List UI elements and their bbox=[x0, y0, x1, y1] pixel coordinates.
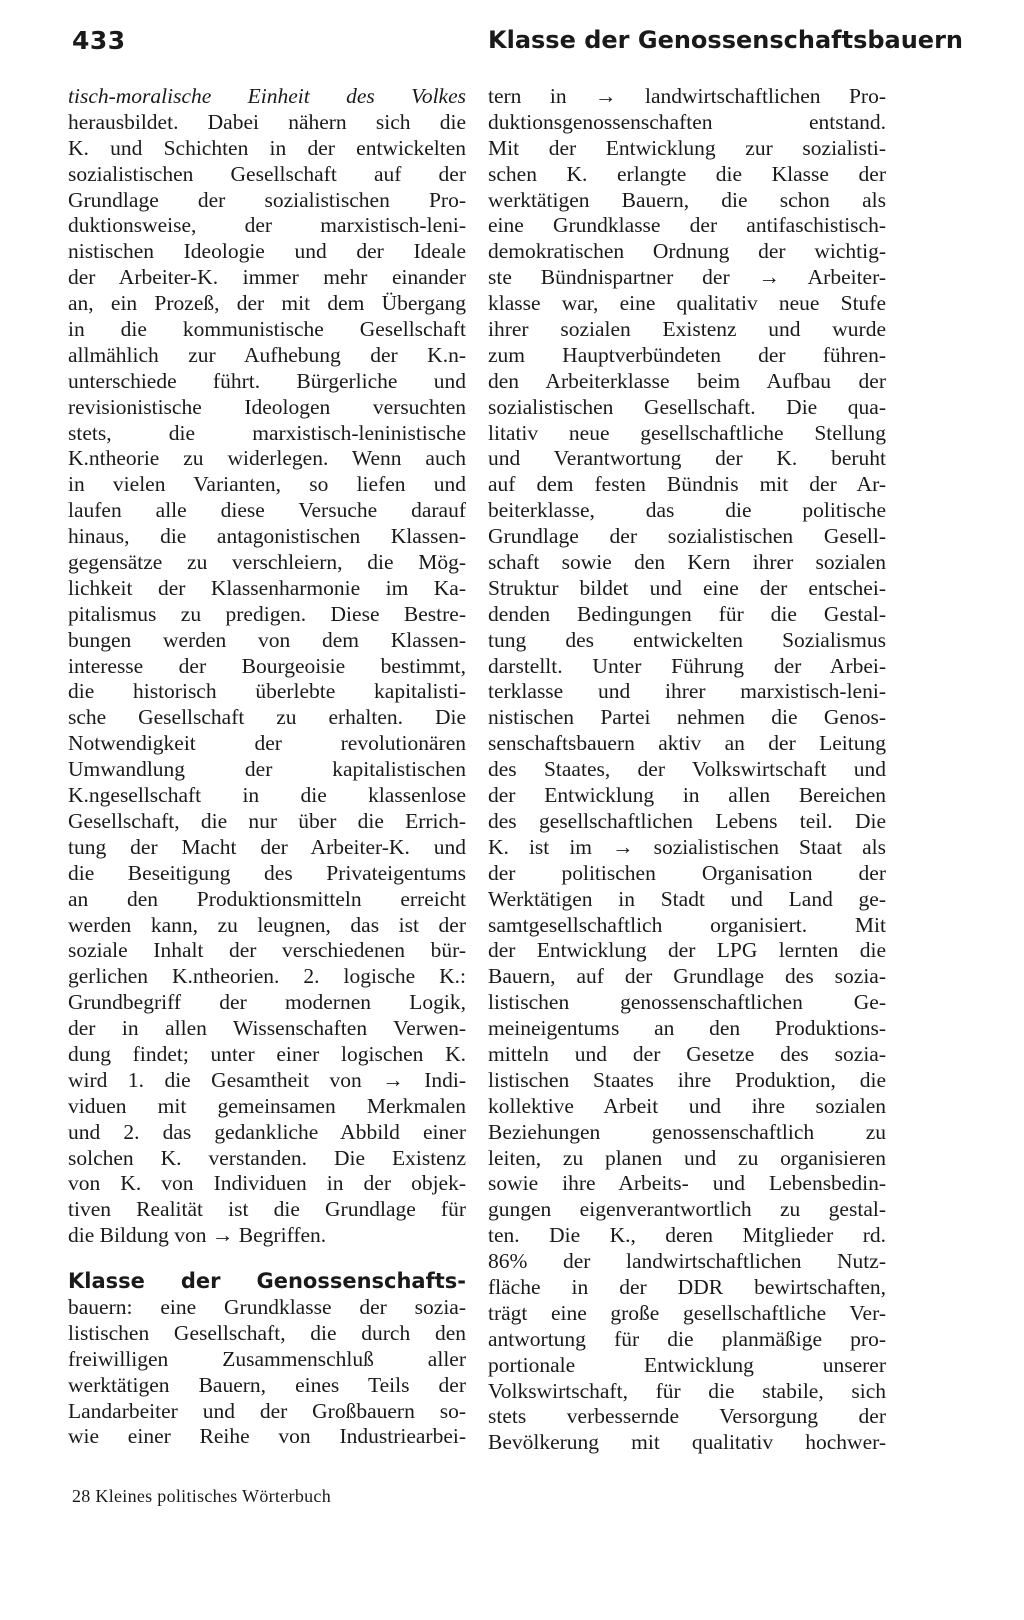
text-line: Grundlage der sozialistischen Gesell- bbox=[488, 524, 886, 549]
text-line: listischen Staates ihre Produktion, die bbox=[488, 1067, 886, 1092]
text-line: duktionsgenossenschaften entstand. bbox=[488, 109, 886, 134]
text-line: unterschiede führt. Bürgerliche und bbox=[68, 368, 466, 393]
text-line: die Bildung von → Begriffen. bbox=[68, 1223, 327, 1248]
text-line: sche Gesellschaft zu erhalten. Die bbox=[68, 705, 466, 730]
text-line: Werktätigen in Stadt und Land ge- bbox=[488, 886, 886, 911]
text-line: K.ntheorie zu widerlegen. Wenn auch bbox=[68, 446, 466, 471]
text-line: der in allen Wissenschaften Verwen- bbox=[68, 1016, 466, 1041]
text-line: samtgesellschaftlich organisiert. Mit bbox=[488, 912, 886, 937]
text-line: mitteln und der Gesetze des sozia- bbox=[488, 1041, 886, 1066]
text-line: schen K. erlangte die Klasse der bbox=[488, 161, 886, 186]
text-line: senschaftsbauern aktiv an der Leitung bbox=[488, 731, 886, 756]
left-column bbox=[68, 84, 466, 1450]
text-line: wird 1. die Gesamtheit von → Indi- bbox=[68, 1067, 466, 1092]
text-line: beiterklasse, das die politische bbox=[488, 498, 886, 523]
text-line: 86% der landwirtschaftlichen Nutz- bbox=[488, 1249, 886, 1274]
text-line: Umwandlung der kapitalistischen bbox=[68, 757, 466, 782]
text-line: auf dem festen Bündnis mit der Ar- bbox=[488, 472, 886, 497]
text-line: stets verbessernde Versorgung der bbox=[488, 1404, 886, 1429]
text-line: die Beseitigung des Privateigentums bbox=[68, 860, 466, 885]
text-line: fläche in der DDR bewirtschaften, bbox=[488, 1274, 886, 1299]
text-line: viduen mit gemeinsamen Merkmalen bbox=[68, 1093, 466, 1118]
text-line: Grundbegriff der modernen Logik, bbox=[68, 990, 466, 1015]
text-line: darstellt. Unter Führung der Arbei- bbox=[488, 653, 886, 678]
text-line: Notwendigkeit der revolutionären bbox=[68, 731, 466, 756]
text-line: Bevölkerung mit qualitativ hochwer- bbox=[488, 1430, 886, 1455]
text-line: terklasse und ihrer marxistisch-leni- bbox=[488, 679, 886, 704]
text-line: ste Bündnispartner der → Arbeiter- bbox=[488, 265, 886, 290]
text-line: gegensätze zu verschleiern, die Mög- bbox=[68, 550, 466, 575]
text-line: tisch-moralische Einheit des Volkes bbox=[68, 84, 466, 108]
text-line: Struktur bildet und eine der entschei- bbox=[488, 575, 886, 600]
running-title: Klasse der Genossenschaftsbauern bbox=[488, 26, 964, 54]
text-line: von K. von Individuen in der objek- bbox=[68, 1171, 466, 1196]
text-line: Grundlage der sozialistischen Pro- bbox=[68, 187, 466, 212]
text-line: kollektive Arbeit und ihre sozialen bbox=[488, 1093, 886, 1118]
text-line: klasse war, eine qualitativ neue Stufe bbox=[488, 291, 886, 316]
text-line: ten. Die K., deren Mitglieder rd. bbox=[488, 1223, 886, 1248]
text-line: schaft sowie den Kern ihrer sozialen bbox=[488, 550, 886, 575]
text-line: tiven Realität ist die Grundlage für bbox=[68, 1197, 466, 1222]
text-line: bauern: eine Grundklasse der sozia- bbox=[68, 1294, 466, 1319]
text-line: meineigentums an den Produktions- bbox=[488, 1016, 886, 1041]
footer-signature: 28 Kleines politisches Wörterbuch bbox=[72, 1486, 332, 1506]
entry-heading: Klasse der Genossenschafts- bbox=[68, 1269, 466, 1294]
text-line: interesse der Bourgeoisie bestimmt, bbox=[68, 653, 466, 678]
text-line: K. ist im → sozialistischen Staat als bbox=[488, 834, 886, 859]
text-line: sozialistischen Gesellschaft auf der bbox=[68, 161, 466, 186]
text-line: lichkeit der Klassenharmonie im Ka- bbox=[68, 575, 466, 600]
text-line: sozialistischen Gesellschaft. Die qua- bbox=[488, 394, 886, 419]
text-line: ihrer sozialen Existenz und wurde bbox=[488, 317, 886, 342]
text-line: duktionsweise, der marxistisch-leni- bbox=[68, 213, 466, 238]
text-line: die historisch überlebte kapitalisti- bbox=[68, 679, 466, 704]
text-line: nistischen Ideologie und der Ideale bbox=[68, 239, 466, 264]
text-line: K. und Schichten in der entwickelten bbox=[68, 135, 466, 160]
text-line: in die kommunistische Gesellschaft bbox=[68, 317, 466, 342]
text-line: leiten, zu planen und zu organisieren bbox=[488, 1145, 886, 1170]
text-line: der Entwicklung in allen Bereichen bbox=[488, 783, 886, 808]
text-line: Bauern, auf der Grundlage des sozia- bbox=[488, 964, 886, 989]
text-line: revisionistische Ideologen versuchten bbox=[68, 394, 466, 419]
text-line: bungen werden von dem Klassen- bbox=[68, 627, 466, 652]
text-line: an den Produktionsmitteln erreicht bbox=[68, 886, 466, 911]
text-line: Volkswirtschaft, für die stabile, sich bbox=[488, 1378, 886, 1403]
text-line: demokratischen Ordnung der wichtig- bbox=[488, 239, 886, 264]
text-line: wie einer Reihe von Industriearbei- bbox=[68, 1424, 466, 1449]
text-line: laufen alle diese Versuche darauf bbox=[68, 498, 466, 523]
text-line: werden kann, zu leugnen, das ist der bbox=[68, 912, 466, 937]
text-line: pitalismus zu predigen. Diese Bestre- bbox=[68, 601, 466, 626]
text-line: nistischen Partei nehmen die Genos- bbox=[488, 705, 886, 730]
text-line: dung findet; unter einer logischen K. bbox=[68, 1041, 466, 1066]
text-line: gungen eigenverantwortlich zu gestal- bbox=[488, 1197, 886, 1222]
text-line: gerlichen K.ntheorien. 2. logische K.: bbox=[68, 964, 466, 989]
text-line: listischen Gesellschaft, die durch den bbox=[68, 1320, 466, 1345]
text-line: an, ein Prozeß, der mit dem Übergang bbox=[68, 291, 466, 316]
text-line: tern in → landwirtschaftlichen Pro- bbox=[488, 84, 886, 108]
text-line: und Verantwortung der K. beruht bbox=[488, 446, 886, 471]
text-line: solchen K. verstanden. Die Existenz bbox=[68, 1145, 466, 1170]
text-line: Mit der Entwicklung zur sozialisti- bbox=[488, 135, 886, 160]
text-line: tung der Macht der Arbeiter-K. und bbox=[68, 834, 466, 859]
text-line: herausbildet. Dabei nähern sich die bbox=[68, 109, 466, 134]
text-line: hinaus, die antagonistischen Klassen- bbox=[68, 524, 466, 549]
text-line: den Arbeiterklasse beim Aufbau der bbox=[488, 368, 886, 393]
text-line: und 2. das gedankliche Abbild einer bbox=[68, 1119, 466, 1144]
text-line: der Arbeiter-K. immer mehr einander bbox=[68, 265, 466, 290]
text-line: Gesellschaft, die nur über die Errich- bbox=[68, 808, 466, 833]
text-line: eine Grundklasse der antifaschistisch- bbox=[488, 213, 886, 238]
text-line: K.ngesellschaft in die klassenlose bbox=[68, 783, 466, 808]
text-line: listischen genossenschaftlichen Ge- bbox=[488, 990, 886, 1015]
text-line: Landarbeiter und der Großbauern so- bbox=[68, 1398, 466, 1423]
paragraph-gap bbox=[68, 1249, 466, 1269]
text-line: soziale Inhalt der verschiedenen bür- bbox=[68, 938, 466, 963]
text-line: allmählich zur Aufhebung der K.n- bbox=[68, 342, 466, 367]
right-column bbox=[488, 84, 886, 1456]
text-line: litativ neue gesellschaftliche Stellung bbox=[488, 420, 886, 445]
text-line: tung des entwickelten Sozialismus bbox=[488, 627, 886, 652]
text-line: in vielen Varianten, so liefen und bbox=[68, 472, 466, 497]
text-line: stets, die marxistisch-leninistische bbox=[68, 420, 466, 445]
text-line: portionale Entwicklung unserer bbox=[488, 1352, 886, 1377]
text-line: der politischen Organisation der bbox=[488, 860, 886, 885]
text-line: freiwilligen Zusammenschluß aller bbox=[68, 1346, 466, 1371]
text-line: antwortung für die planmäßige pro- bbox=[488, 1326, 886, 1351]
text-line: denden Bedingungen für die Gestal- bbox=[488, 601, 886, 626]
text-line: des Staates, der Volkswirtschaft und bbox=[488, 757, 886, 782]
text-line: Beziehungen genossenschaftlich zu bbox=[488, 1119, 886, 1144]
text-line: zum Hauptverbündeten der führen- bbox=[488, 342, 886, 367]
text-line: werktätigen Bauern, die schon als bbox=[488, 187, 886, 212]
text-line: des gesellschaftlichen Lebens teil. Die bbox=[488, 808, 886, 833]
text-line: der Entwicklung der LPG lernten die bbox=[488, 938, 886, 963]
text-line: werktätigen Bauern, eines Teils der bbox=[68, 1372, 466, 1397]
text-line: trägt eine große gesellschaftliche Ver- bbox=[488, 1300, 886, 1325]
text-line: sowie ihre Arbeits- und Lebensbedin- bbox=[488, 1171, 886, 1196]
page-number: 433 bbox=[72, 26, 126, 55]
